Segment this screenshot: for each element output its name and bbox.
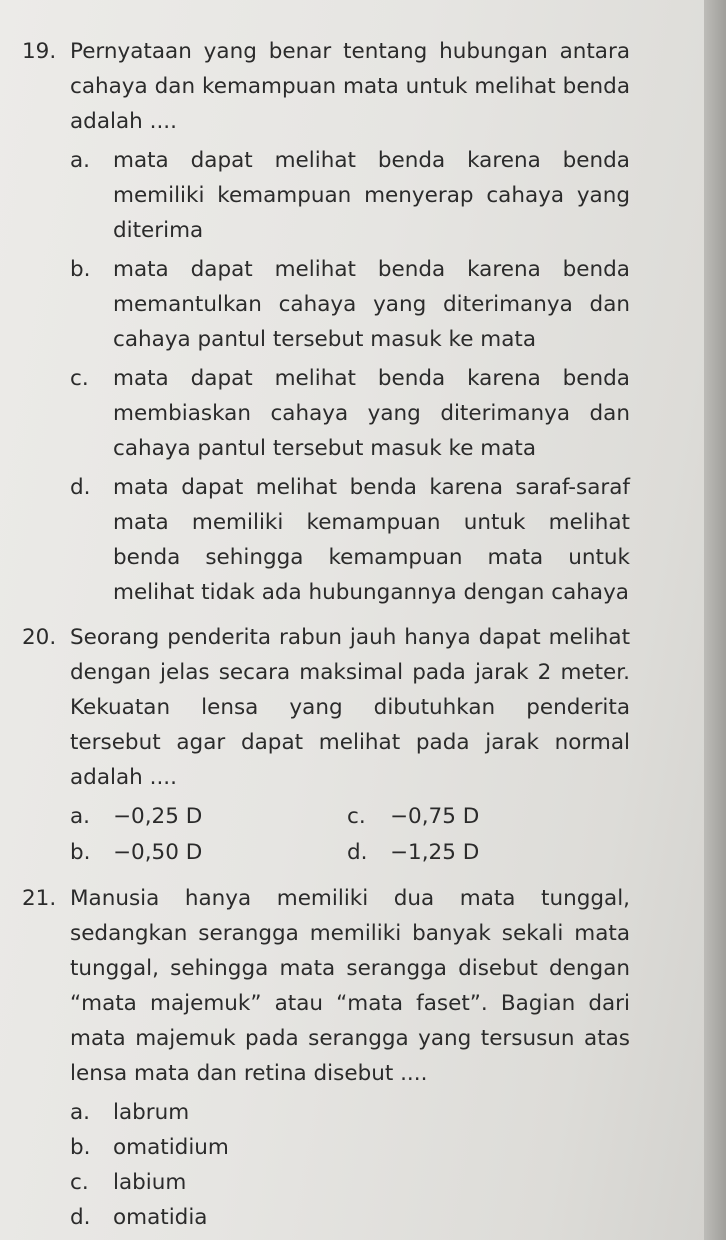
- question-number: 21.: [22, 886, 57, 911]
- question-21: [22, 881, 702, 1091]
- option-d[interactable]: [70, 470, 702, 610]
- option-letter: d.: [347, 840, 368, 865]
- option-text: −0,75 D: [390, 804, 480, 829]
- option-c[interactable]: [70, 361, 702, 466]
- option-letter: a.: [70, 804, 91, 829]
- option-c[interactable]: [347, 799, 577, 835]
- option-text: −0,50 D: [113, 840, 203, 865]
- question-number: 19.: [22, 39, 57, 64]
- question-19: [22, 34, 702, 139]
- option-d[interactable]: [347, 835, 577, 871]
- option-text: mata dapat melihat benda karena benda membiaskan cahaya yang diterimanya dan cahaya pantul tersebut masuk ke mata: [113, 366, 630, 461]
- option-letter: b.: [70, 840, 91, 865]
- option-letter: c.: [70, 1170, 89, 1195]
- option-b[interactable]: [70, 252, 702, 357]
- option-text: −0,25 D: [113, 804, 203, 829]
- option-text: omatidium: [113, 1135, 229, 1160]
- option-letter: c.: [347, 804, 366, 829]
- page-edge-shadow: [704, 0, 726, 1240]
- option-letter: d.: [70, 475, 91, 500]
- option-letter: c.: [70, 366, 89, 391]
- option-letter: a.: [70, 1100, 91, 1125]
- option-text: omatidia: [113, 1205, 208, 1230]
- option-a[interactable]: [70, 1095, 702, 1130]
- option-a[interactable]: [70, 799, 347, 835]
- question-number: 20.: [22, 625, 57, 650]
- option-text: labium: [113, 1170, 187, 1195]
- option-a[interactable]: [70, 143, 702, 248]
- option-c[interactable]: [70, 1165, 702, 1200]
- option-b[interactable]: [70, 1130, 702, 1165]
- option-letter: d.: [70, 1205, 91, 1230]
- question-text: Pernyataan yang benar tentang hubungan antara cahaya dan kemampuan mata untuk melihat benda adalah ....: [70, 39, 630, 134]
- option-letter: b.: [70, 257, 91, 282]
- option-text: −1,25 D: [390, 840, 480, 865]
- option-letter: a.: [70, 148, 91, 173]
- option-grid: [70, 799, 702, 871]
- option-b[interactable]: [70, 835, 347, 871]
- question-text: Manusia hanya memiliki dua mata tunggal, sedangkan serangga memiliki banyak sekali mata tunggal, sehingga mata serangga disebut dengan “mata majemuk” atau “mata faset”. Bagian dari mata majemuk pada serangga yang tersusun atas lensa mata dan retina disebut ....: [70, 886, 630, 1086]
- option-text: mata dapat melihat benda karena benda memantulkan cahaya yang diterimanya dan cahaya pantul tersebut masuk ke mata: [113, 257, 630, 352]
- option-d[interactable]: [70, 1200, 702, 1235]
- question-text: Seorang penderita rabun jauh hanya dapat melihat dengan jelas secara maksimal pada jarak 2 meter. Kekuatan lensa yang dibutuhkan penderita tersebut agar dapat melihat pada jarak normal adalah ....: [70, 625, 630, 790]
- option-text: mata dapat melihat benda karena benda memiliki kemampuan menyerap cahaya yang diterima: [113, 148, 630, 243]
- option-letter: b.: [70, 1135, 91, 1160]
- question-20: [22, 620, 702, 795]
- question-list: [22, 34, 702, 1235]
- option-text: labrum: [113, 1100, 190, 1125]
- option-text: mata dapat melihat benda karena saraf-saraf mata memiliki kemampuan untuk melihat benda sehingga kemampuan mata untuk melihat tidak ada hubungannya dengan cahaya: [113, 475, 630, 605]
